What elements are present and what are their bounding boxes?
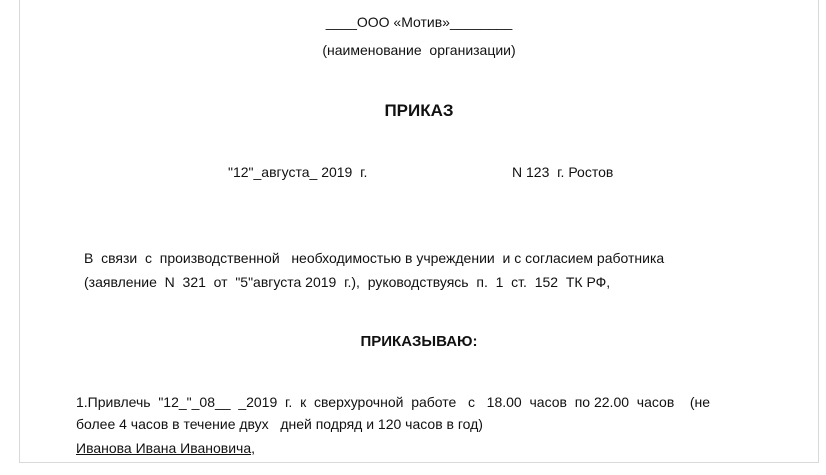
document-date: "12"_августа_ 2019 г. (228, 164, 368, 180)
basis-line-2: (заявление N 321 от "5"августа 2019 г.), руководствуясь п. 1 ст. 152 ТК РФ, (84, 274, 611, 290)
document-number-place: N 123 г. Ростов (512, 164, 614, 180)
document-page (19, 0, 819, 463)
order-heading: ПРИКАЗЫВАЮ: (360, 333, 478, 350)
organization-line: ____ООО «Мотив»________ (325, 14, 513, 30)
order-item-1-line-2: более 4 часов в течение двух дней подряд и 120 часов в год) (76, 416, 483, 432)
basis-line-1: В связи с производственной необходимостью в учреждении и с согласием работника (84, 250, 665, 266)
order-item-1-line-1: 1.Привлечь "12_"_08__ _2019 г. к сверхурочной работе с 18.00 часов по 22.00 часов (не (76, 394, 710, 410)
document-title: ПРИКАЗ (384, 101, 454, 120)
employee-name: Иванова Ивана Ивановича, (76, 440, 256, 456)
organization-caption: (наименование организации) (322, 42, 516, 58)
